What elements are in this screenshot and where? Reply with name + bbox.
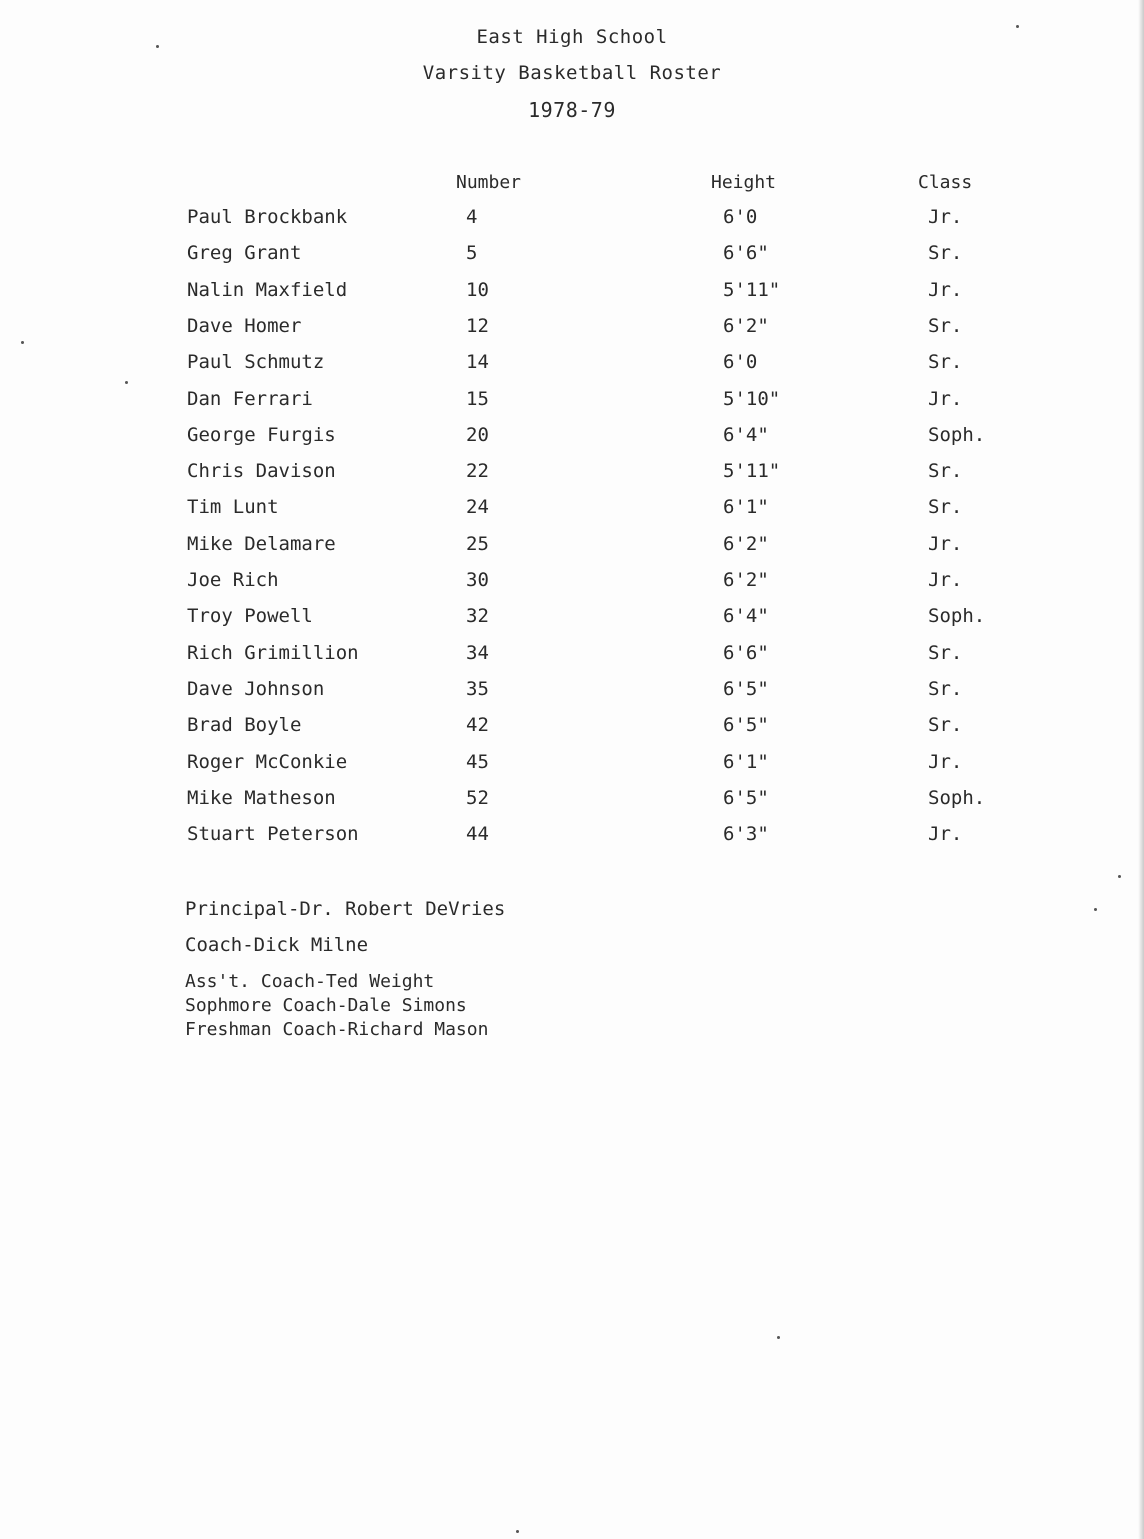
- paper-speck: [1094, 908, 1097, 911]
- player-name: Nalin Maxfield: [187, 279, 348, 301]
- table-row: [0, 751, 1144, 781]
- table-row: [0, 206, 1144, 236]
- player-number: 15: [466, 388, 489, 410]
- paper-speck: [777, 1336, 780, 1339]
- table-row: [0, 315, 1144, 345]
- player-height: 6'4": [723, 605, 769, 627]
- player-class: Sr.: [928, 242, 963, 264]
- player-name: Paul Brockbank: [187, 206, 348, 228]
- player-class: Sr.: [928, 460, 963, 482]
- player-number: 35: [466, 678, 489, 700]
- player-number: 44: [466, 823, 489, 845]
- table-row: [0, 533, 1144, 563]
- coach-line: Coach-Dick Milne: [185, 934, 369, 956]
- paper-speck: [125, 381, 128, 384]
- paper-speck: [156, 45, 159, 48]
- player-height: 6'5": [723, 787, 769, 809]
- column-header-number: Number: [456, 172, 522, 193]
- player-name: Roger McConkie: [187, 751, 348, 773]
- player-number: 22: [466, 460, 489, 482]
- table-row: [0, 787, 1144, 817]
- principal-line: Principal-Dr. Robert DeVries: [185, 898, 506, 920]
- table-row: [0, 279, 1144, 309]
- player-number: 20: [466, 424, 489, 446]
- player-height: 6'6": [723, 242, 769, 264]
- player-number: 30: [466, 569, 489, 591]
- player-height: 6'2": [723, 533, 769, 555]
- paper-speck: [516, 1530, 519, 1533]
- table-row: [0, 605, 1144, 635]
- player-name: Rich Grimillion: [187, 642, 359, 664]
- school-name: East High School: [476, 26, 668, 48]
- player-class: Sr.: [928, 642, 963, 664]
- player-name: Greg Grant: [187, 242, 302, 264]
- roster-title: Varsity Basketball Roster: [422, 62, 722, 84]
- table-row: [0, 351, 1144, 381]
- player-name: Chris Davison: [187, 460, 336, 482]
- player-number: 45: [466, 751, 489, 773]
- player-number: 24: [466, 496, 489, 518]
- player-number: 10: [466, 279, 489, 301]
- player-height: 5'10": [723, 388, 781, 410]
- paper-speck: [1016, 25, 1019, 28]
- freshman-coach-line: Freshman Coach-Richard Mason: [185, 1019, 489, 1040]
- player-name: Paul Schmutz: [187, 351, 325, 373]
- player-number: 25: [466, 533, 489, 555]
- player-class: Sr.: [928, 315, 963, 337]
- player-height: 6'2": [723, 315, 769, 337]
- table-row: [0, 569, 1144, 599]
- player-name: Mike Delamare: [187, 533, 336, 555]
- player-class: Sr.: [928, 714, 963, 736]
- player-height: 6'4": [723, 424, 769, 446]
- player-height: 6'1": [723, 496, 769, 518]
- player-height: 6'5": [723, 678, 769, 700]
- table-row: [0, 424, 1144, 454]
- player-name: Dan Ferrari: [187, 388, 313, 410]
- player-class: Jr.: [928, 569, 963, 591]
- paper-speck: [21, 341, 24, 344]
- player-number: 52: [466, 787, 489, 809]
- column-header-class: Class: [918, 172, 973, 193]
- player-height: 5'11": [723, 279, 781, 301]
- season-label: 1978-79: [528, 98, 616, 122]
- player-class: Soph.: [928, 787, 986, 809]
- player-name: Brad Boyle: [187, 714, 302, 736]
- player-class: Soph.: [928, 605, 986, 627]
- table-row: [0, 496, 1144, 526]
- player-class: Jr.: [928, 751, 963, 773]
- player-height: 5'11": [723, 460, 781, 482]
- table-row: [0, 823, 1144, 853]
- player-class: Sr.: [928, 351, 963, 373]
- player-class: Jr.: [928, 279, 963, 301]
- player-name: Dave Johnson: [187, 678, 325, 700]
- player-name: Joe Rich: [187, 569, 279, 591]
- player-class: Jr.: [928, 206, 963, 228]
- player-number: 5: [466, 242, 478, 264]
- player-class: Sr.: [928, 496, 963, 518]
- player-name: George Furgis: [187, 424, 336, 446]
- player-height: 6'0: [723, 351, 758, 373]
- player-class: Jr.: [928, 388, 963, 410]
- player-height: 6'5": [723, 714, 769, 736]
- player-class: Jr.: [928, 823, 963, 845]
- player-height: 6'1": [723, 751, 769, 773]
- player-number: 42: [466, 714, 489, 736]
- player-number: 32: [466, 605, 489, 627]
- player-name: Stuart Peterson: [187, 823, 359, 845]
- table-row: [0, 678, 1144, 708]
- player-class: Soph.: [928, 424, 986, 446]
- table-row: [0, 642, 1144, 672]
- player-name: Tim Lunt: [187, 496, 279, 518]
- player-height: 6'6": [723, 642, 769, 664]
- player-height: 6'2": [723, 569, 769, 591]
- paper-speck: [1118, 875, 1121, 878]
- player-class: Sr.: [928, 678, 963, 700]
- player-name: Troy Powell: [187, 605, 313, 627]
- asst-coach-line: Ass't. Coach-Ted Weight: [185, 971, 435, 992]
- player-height: 6'0: [723, 206, 758, 228]
- table-row: [0, 242, 1144, 272]
- table-row: [0, 388, 1144, 418]
- player-number: 14: [466, 351, 489, 373]
- player-number: 34: [466, 642, 489, 664]
- table-row: [0, 714, 1144, 744]
- table-row: [0, 460, 1144, 490]
- player-name: Mike Matheson: [187, 787, 336, 809]
- column-header-height: Height: [711, 172, 777, 193]
- player-height: 6'3": [723, 823, 769, 845]
- sophomore-coach-line: Sophmore Coach-Dale Simons: [185, 995, 467, 1016]
- player-number: 12: [466, 315, 489, 337]
- player-number: 4: [466, 206, 478, 228]
- player-name: Dave Homer: [187, 315, 302, 337]
- player-class: Jr.: [928, 533, 963, 555]
